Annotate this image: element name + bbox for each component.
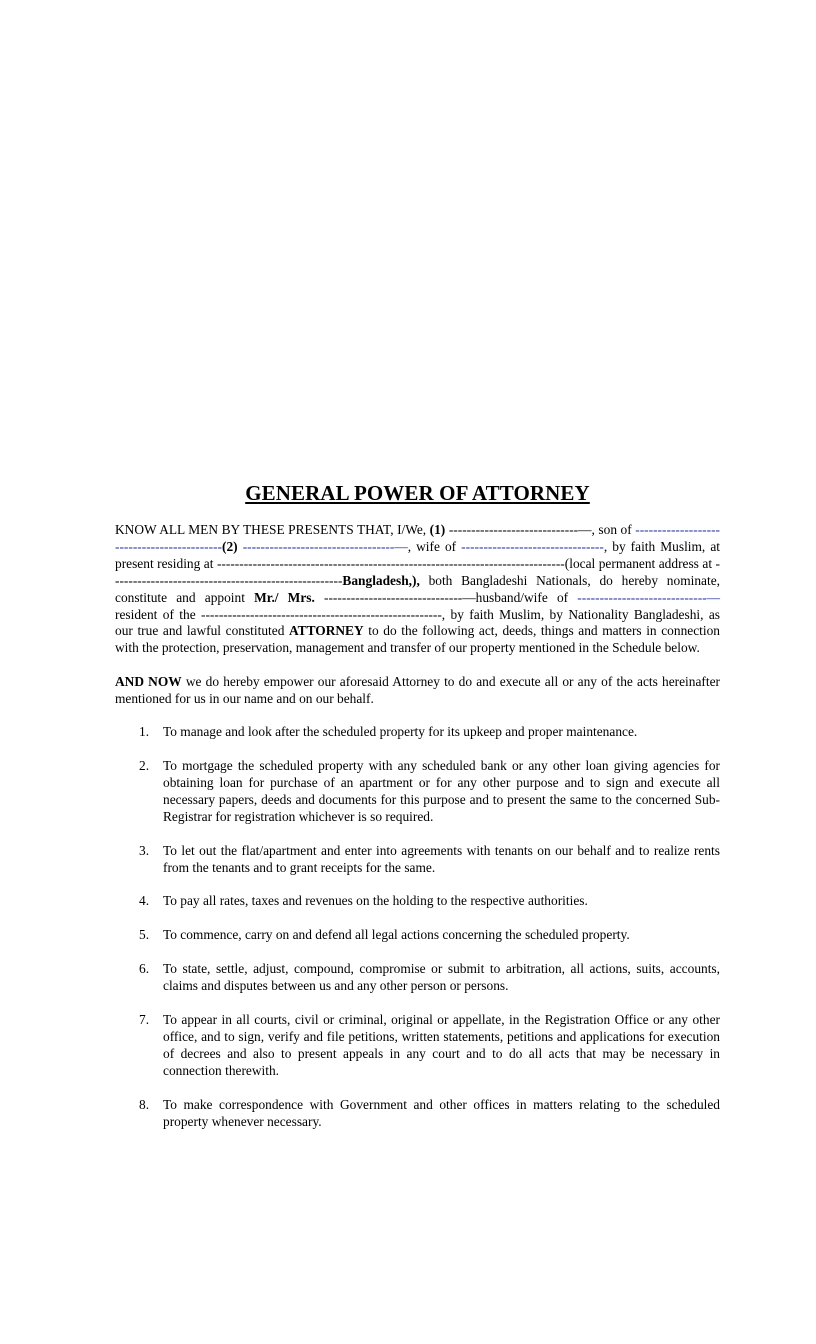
list-item-text: To appear in all courts, civil or criminal, original or appellate, in the Registration Office or any other office, and to sign, verify and file petitions, written statements, petitions and applications for execution of decrees and also to present appeals in any court and to do all acts that may be necessary in connection therewith.	[163, 1012, 720, 1078]
list-item-number: 8.	[139, 1096, 150, 1112]
blank-field-d: -----------------------------—	[577, 589, 721, 605]
list-item-text: To mortgage the scheduled property with any scheduled bank or any other loan giving agencies for obtaining loan for purchase of an apartment or for any other purpose and to sign and execute all necessary papers, deeds and documents for this purpose and to present the same to the concerned Sub-Registrar for registration whichever is so required.	[163, 757, 720, 824]
intro-text-3: , wife of	[407, 538, 462, 554]
list-item-number: 6.	[139, 961, 150, 977]
list-item	[115, 961, 720, 995]
know-all-men-phrase: KNOW ALL MEN BY THESE PRESENTS THAT	[115, 522, 391, 537]
and-now-text: we do hereby empower our aforesaid Attorney to do and execute all or any of the acts hereinafter mentioned for us in our name and on our behalf.	[115, 674, 720, 707]
list-item	[115, 843, 720, 877]
and-now-paragraph	[115, 674, 720, 708]
bangladesh-bold: Bangladesh,),	[342, 572, 420, 588]
list-item-number: 4.	[139, 893, 150, 909]
list-item-number: 1.	[139, 724, 150, 740]
paragraph-spacer	[115, 657, 720, 674]
intro-text-7: resident of the ------------------------------------------------------, by faith Muslim, by Nationality Bangladeshi, as our true and lawful constituted	[115, 606, 720, 639]
list-item	[115, 724, 720, 741]
intro-paragraph	[115, 522, 720, 657]
list-item	[115, 927, 720, 944]
document-page	[115, 481, 720, 1147]
list-item-text: To let out the flat/apartment and enter into agreements with tenants on our behalf and to realize rents from the tenants and to grant receipts for the same.	[163, 842, 720, 875]
list-item	[115, 1012, 720, 1080]
list-item-text: To state, settle, adjust, compound, compromise or submit to arbitration, all actions, suits, accounts, claims and disputes between us and any other person or persons.	[163, 961, 720, 994]
intro-text-4: , by faith Muslim, at present residing at ------------------------------------------------------------------------------(local permanent address at ----------------------------------------------------	[115, 538, 720, 588]
intro-text-2: -----------------------------—, son of	[445, 522, 636, 537]
list-item-text: To make correspondence with Government and other offices in matters relating to the scheduled property whenever necessary.	[163, 1096, 720, 1129]
attorney-bold: ATTORNEY	[289, 623, 364, 639]
blank-field-b: ----------------------------------—	[242, 538, 408, 554]
list-item-number: 3.	[139, 842, 150, 858]
list-item-text: To commence, carry on and defend all legal actions concerning the scheduled property.	[163, 927, 630, 943]
powers-list	[115, 724, 720, 1130]
label-1: (1)	[429, 522, 446, 537]
intro-text-5: both Bangladeshi Nationals, do hereby nominate, constitute and appoint	[115, 572, 720, 605]
blank-field-c: --------------------------------	[461, 538, 604, 554]
list-item	[115, 758, 720, 826]
list-item-number: 5.	[139, 927, 150, 943]
blank-field-a: -------------------------------------------	[115, 522, 720, 554]
intro-text-8: to do the following act, deeds, things and matters in connection with the protection, preservation, management and transfer of our property mentioned in the Schedule below.	[115, 623, 720, 656]
list-item-number: 2.	[139, 757, 150, 773]
intro-text-1: , I/We,	[390, 522, 430, 537]
list-item-text: To pay all rates, taxes and revenues on the holding to the respective authorities.	[163, 893, 588, 909]
list-item-number: 7.	[139, 1012, 150, 1028]
and-now-lead: AND NOW	[115, 674, 182, 690]
mr-mrs-label: Mr./ Mrs.	[254, 589, 315, 605]
document-title: GENERAL POWER OF ATTORNEY	[245, 481, 590, 505]
label-2: (2)	[222, 538, 238, 554]
list-item	[115, 893, 720, 910]
list-item	[115, 1097, 720, 1131]
intro-text-6: -------------------------------—husband/wife of	[314, 589, 578, 605]
list-item-text: To manage and look after the scheduled property for its upkeep and proper maintenance.	[163, 724, 638, 740]
